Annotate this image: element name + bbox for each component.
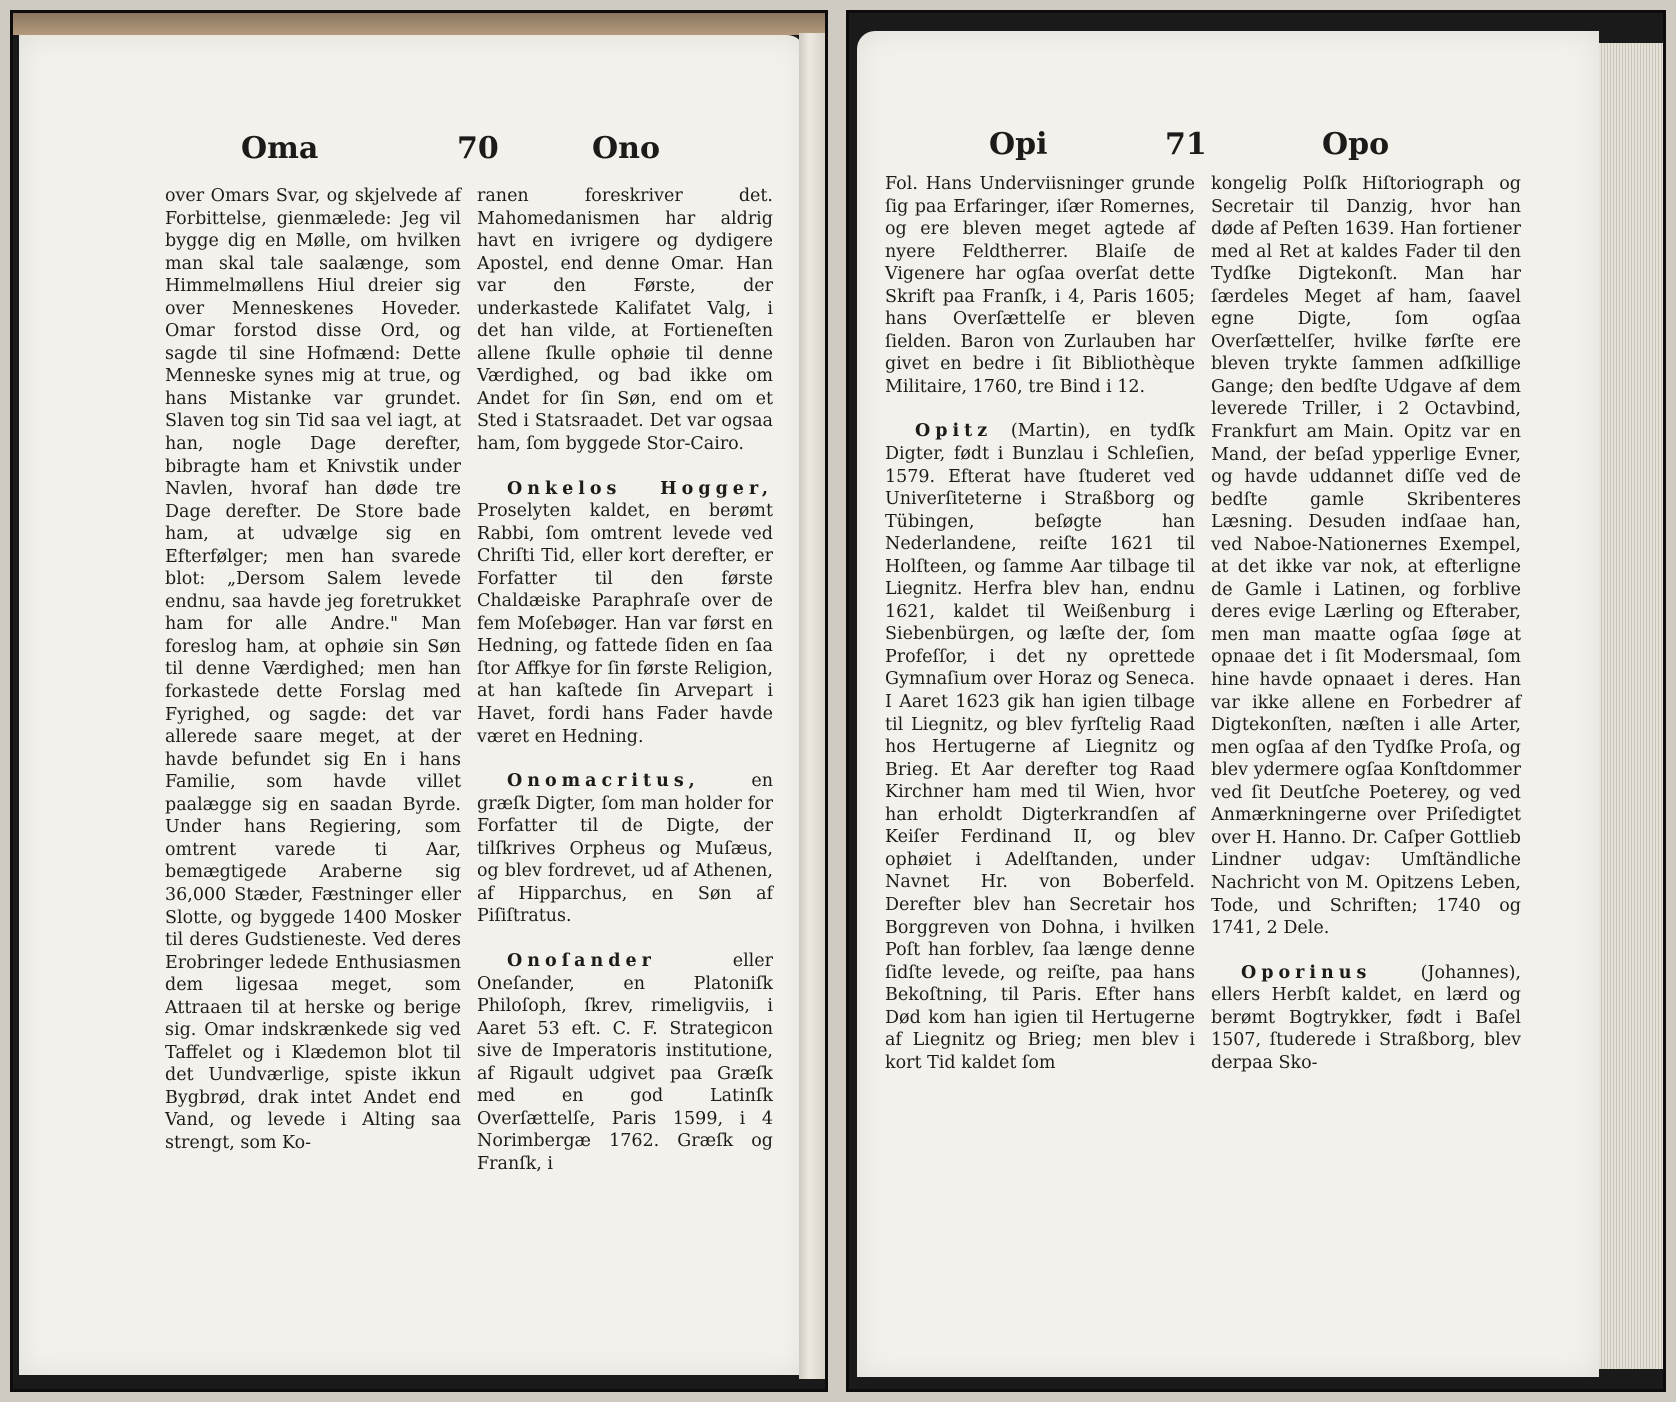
entry-text: en græſk Digter, ſom man holder for Forfatter til de Digte, der tilſkrives Orpheus og Muſæus, og blev fordrevet, ud af Athenen, af Hipparchus, en Søn af Piſiſtratus. xyxy=(477,771,773,927)
entry-head: Onomacritus, xyxy=(507,771,700,792)
entry-text: (Martin), en tydſk Digter, født i Bunzlau i Schleſien, 1579. Efterat have ſtuderet ved Univerſiteterne i Straßborg og Tübingen, beſøgte han Nederlandene, reiſte 1621 til Holſteen, og ſamme Aar tilbage til Liegnitz. Herfra blev han, endnu 1621, kaldet til Weißenburg i Siebenbürgen, og læſte der, ſom Profeſſor, i det ny oprettede Gymnaſium over Horaz og Seneca. I Aaret 1623 gik han igien tilbage til Liegnitz, og blev fyrſtelig Raad hos Hertugerne af Liegnitz og Brieg. Et Aar derefter tog Raad Kirchner ham med til Wien, hvor han erholdt Digterkrandſen af Keiſer Ferdinand II, og blev ophøiet i Adelſtanden, under Navnet Hr. von Boberfeld. Derefter blev han Secretair hos Borggreven von Dohna, i hvilken Poſt han forblev, ſaa længe denne ſidſte levede, og reiſte, paa hans Bekoſtning, til Paris. Efter hans Død kom han igien til Hertugerne af Liegnitz og Brieg; men blev i kort Tid kaldet ſom xyxy=(885,421,1195,1073)
right-page-number: 71 xyxy=(1165,127,1207,162)
entry-opitz xyxy=(885,420,1195,1074)
book-cover-edge xyxy=(13,13,825,35)
entry-head: Opitz xyxy=(915,421,993,442)
left-running-head xyxy=(19,131,805,177)
entry-head: Onkelos Hogger, xyxy=(507,478,773,499)
left-header-right: Ono xyxy=(592,131,660,166)
entry-oporinus xyxy=(1211,962,1521,1075)
entry-onkelos xyxy=(477,478,773,749)
left-page-number: 70 xyxy=(457,131,499,166)
left-header-left: Oma xyxy=(241,131,319,166)
right-page xyxy=(857,31,1599,1377)
entry-head: Onoſander xyxy=(507,950,656,971)
right-page-frame xyxy=(846,10,1666,1392)
left-page-frame xyxy=(10,10,828,1392)
entry-head: Oporinus xyxy=(1241,962,1372,983)
right-header-left: Opi xyxy=(989,127,1048,162)
entry-text: eller Oneſander, en Platoniſk Philoſoph, ſkrev, rimeligviis, i Aaret 53 eft. C. F. Strategicon sive de Imperatoris institutione, af Rigault udgivet paa Græſk med en god Latinſk Overſættelſe, Paris 1599, i 4 Norimbergæ 1762. Græſk og Franſk, i xyxy=(477,950,773,1174)
right-column-2 xyxy=(1211,173,1521,1074)
left-column-1 xyxy=(165,185,461,1155)
paragraph: over Omars Svar, og skjelvede af Forbittelse, gienmælede: Jeg vil bygge dig en Mølle, om hvilken man skal tale saalænge, som Himmelmøllens Hiul dreier sig over Menneskenes Hoveder. Omar forstod disse Ord, og sagde til sine Hofmænd: Dette Menneske synes mig at true, og hans Mistanke var grundet. Slaven tog sin Tid saa vel iagt, at han, nogle Dage derefter, bibragte ham et Knivstik under Navlen, hvoraf han døde tre Dage derefter. De Store bade ham, at udvælge sig en Efterfølger; men han svarede blot: „Dersom Salem levede endnu, saa havde jeg foretrukket ham for alle Andre." Man foreslog ham, at ophøie sin Søn til denne Værdighed; men han forkastede dette Forslag med Fyrighed, og sagde: det var allerede saare meget, at der havde befundet sig En i hans Familie, som havde villet paalægge sig en saadan Byrde. Under hans Regiering, som omtrent varede ti Aar, bemægtigede Araberne sig 36,000 Stæder, Fæstninger eller Slotte, og byggede 1400 Mosker til deres Gudstieneste. Ved deres Erobringer ledede Enthusiasmen dem ligesaa meget, som Attraaen til at herske og berige sig. Omar indskrænkede sig ved Taffelet og i Klædemon blot til det Uundværlige, spiste ikkun Bygbrød, drak intet Andet end Vand, og levede i Alting saa strengt, som Ko- xyxy=(165,186,461,1153)
entry-onomacritus xyxy=(477,770,773,928)
paragraph: ranen foreskriver det. Mahomedanismen har aldrig havt en ivrigere og dydigere Apostel, end denne Omar. Han var den Første, der underkastede Kalifatet Valg, i det han vilde, at Fortieneſten allene ſkulle ophøie til denne Værdighed, og bad ikke om Andet for ſin Søn, end om et Sted i Statsraadet. Det var ogsaa ham, ſom byggede Stor-Cairo. xyxy=(477,186,773,455)
page-edges xyxy=(1599,43,1663,1369)
paragraph: kongelig Polſk Hiſtoriograph og Secretair til Danzig, hvor han døde af Peſten 1639. Han fortiener med al Ret at kaldes Fader til den Tydſke Digtekonſt. Man har ſærdeles Meget af ham, ſaavel egne Digte, ſom ogſaa Overſættelſer, hvilke førſte ere bleven trykte ſammen adſkillige Gange; den bedſte Udgave af dem leverede Triller, i 2 Octavbind, Frankfurt am Main. Opitz var en Mand, der beſad ypperlige Evner, og havde uddannet diſſe ved de bedſte gamle Skribenteres Læsning. Desuden indſaae han, ved Naboe-Nationernes Exempel, at det ikke var nok, at efterligne de Gamle i Latinen, og forblive deres evige Lærling og Efteraber, men man maatte ogſaa ſøge at opnaae det i ſit Modersmaal, ſom hine havde opnaaet i deres. Han var ikke allene en Forbedrer af Digtekonſten, næſten i alle Arter, men ogſaa af den Tydſke Proſa, og blev ydermere ogſaa Konſtdommer ved ſit Deutſche Poeterey, og ved Anmærkningerne over Priſedigtet over H. Hanno. Dr. Caſper Gottlieb Lindner udgav: Umſtändliche Nachricht von M. Opitzens Leben, Tode, und Schriften; 1740 og 1741, 2 Dele. xyxy=(1211,174,1521,939)
paragraph: Fol. Hans Underviisninger grunde ſig paa Erfaringer, iſær Romernes, og ere bleven meget agtede af nyere Feldtherrer. Blaiſe de Vigenere har ogſaa overſat dette Skrift paa Franſk, i 4, Paris 1605; hans Overſættelſe er bleven ſielden. Baron von Zurlauben har givet en bedre i ſit Bibliothèque Militaire, 1760, tre Bind i 12. xyxy=(885,174,1195,397)
book-gutter xyxy=(799,33,825,1379)
entry-onosander xyxy=(477,950,773,1175)
right-column-1 xyxy=(885,173,1195,1074)
entry-text: (Johannes), ellers Herbſt kaldet, en lærd og berømt Bogtrykker, født i Baſel 1507, ſtuderede i Straßborg, blev derpaa Sko- xyxy=(1211,962,1521,1073)
left-page xyxy=(19,35,805,1375)
left-column-2 xyxy=(477,185,773,1175)
right-header-right: Opo xyxy=(1322,127,1390,162)
entry-text: Proselyten kaldet, en berømt Rabbi, ſom omtrent levede ved Chriſti Tid, eller kort derefter, er Forfatter til den første Chaldæiske Paraphraſe over de fem Moſebøger. Han var først en Hedning, og fattede ſiden en ſaa ſtor Affkye for ſin første Religion, at han kaſtede ſin Arvepart i Havet, fordi hans Fader havde været en Hedning. xyxy=(477,501,773,747)
right-running-head xyxy=(857,127,1599,173)
